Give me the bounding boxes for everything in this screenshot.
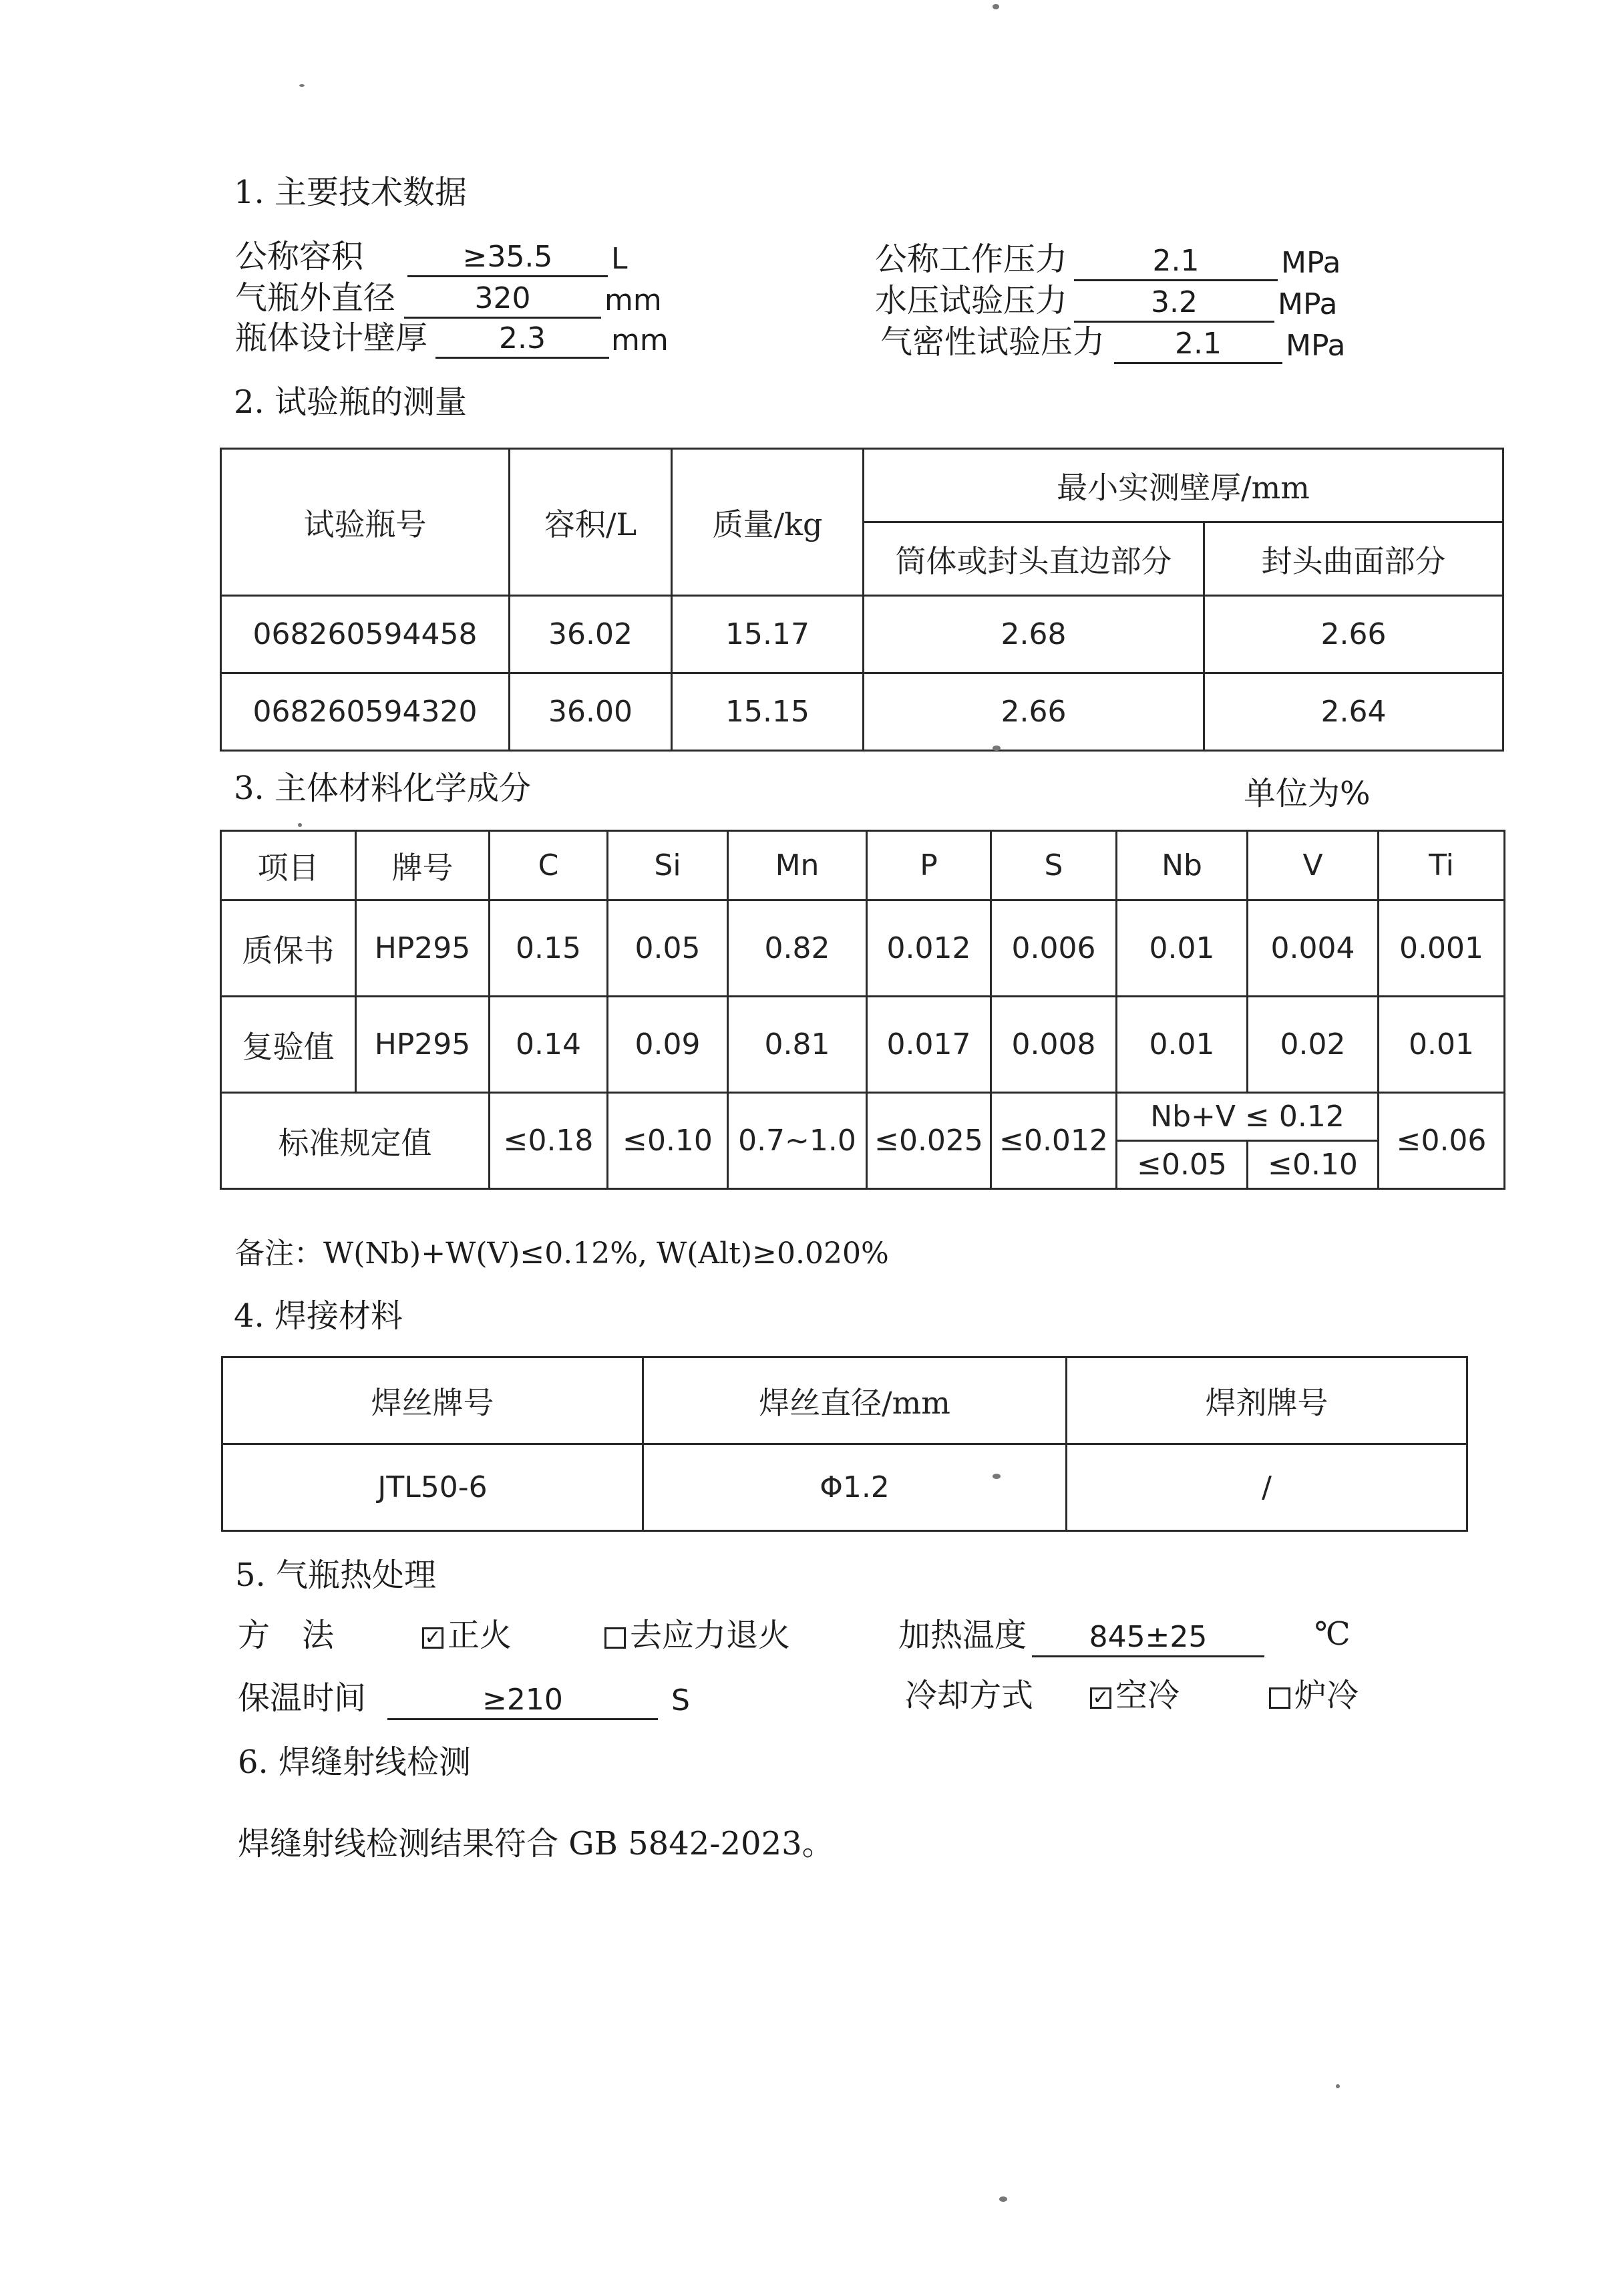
cell: 0.004 xyxy=(1248,900,1379,997)
scan-speck xyxy=(999,2196,1007,2202)
checkbox-checked-icon: ✓ xyxy=(1090,1687,1111,1709)
cell-volume: 36.00 xyxy=(510,673,672,751)
scan-speck xyxy=(993,746,1001,751)
heat-temp-label: 加热温度 xyxy=(898,1617,1027,1654)
col-mass: 质量/kg xyxy=(672,449,864,596)
spec-work-pressure-unit: MPa xyxy=(1281,246,1341,280)
cell: 质保书 xyxy=(221,900,356,997)
table-row xyxy=(221,673,1503,751)
hold-time-value: ≥210 xyxy=(387,1679,658,1720)
col-v: V xyxy=(1248,831,1379,900)
test-cylinder-table xyxy=(220,448,1504,752)
method-label: 方 法 xyxy=(238,1617,335,1654)
col-flux-grade: 焊剂牌号 xyxy=(1067,1357,1467,1444)
heat-temp-unit: ℃ xyxy=(1314,1615,1351,1653)
std-si: ≤0.10 xyxy=(608,1093,728,1189)
table-row xyxy=(221,900,1505,997)
cell: 复验值 xyxy=(221,997,356,1093)
section3-heading: 3. 主体材料化学成分 xyxy=(234,770,532,807)
std-nbv: Nb+V ≤ 0.12 xyxy=(1117,1093,1379,1141)
spec-airtight-pressure-label: 气密性试验压力 xyxy=(880,323,1105,361)
option-stress-relief-label: 去应力退火 xyxy=(630,1617,791,1654)
table-row xyxy=(221,596,1503,673)
cell: 0.008 xyxy=(991,997,1117,1093)
option-furnace-cool xyxy=(1269,1675,1359,1715)
checkbox-unchecked-icon xyxy=(1269,1687,1290,1709)
standard-row xyxy=(221,1093,1505,1141)
spec-hydro-pressure-value: 3.2 xyxy=(1074,282,1274,323)
col-si: Si xyxy=(608,831,728,900)
cell: 0.012 xyxy=(867,900,991,997)
std-mn: 0.7~1.0 xyxy=(728,1093,867,1189)
spec-work-pressure-value: 2.1 xyxy=(1074,240,1278,281)
col-s: S xyxy=(991,831,1117,900)
std-ti: ≤0.06 xyxy=(1379,1093,1505,1189)
spec-diameter-unit: mm xyxy=(604,283,662,317)
radiography-result: 焊缝射线检测结果符合 GB 5842-2023。 xyxy=(238,1825,834,1862)
scan-speck xyxy=(1336,2084,1340,2088)
cell: 0.001 xyxy=(1379,900,1505,997)
heat-temp-value: 845±25 xyxy=(1032,1617,1264,1657)
cell: 0.82 xyxy=(728,900,867,997)
col-c: C xyxy=(490,831,608,900)
spec-capacity-label: 公称容积 xyxy=(235,238,364,275)
section2-heading: 2. 试验瓶的测量 xyxy=(234,383,468,421)
cell: 0.15 xyxy=(490,900,608,997)
std-c: ≤0.18 xyxy=(490,1093,608,1189)
std-v: ≤0.10 xyxy=(1248,1141,1379,1189)
spec-wall-value: 2.3 xyxy=(435,318,609,359)
scan-speck xyxy=(298,823,302,827)
cell: 0.017 xyxy=(867,997,991,1093)
cell-no: 068260594320 xyxy=(221,673,510,751)
spec-work-pressure-label: 公称工作压力 xyxy=(875,240,1068,278)
cell-straight: 2.68 xyxy=(864,596,1204,673)
hold-time-unit: S xyxy=(671,1683,690,1717)
col-wire-diameter: 焊丝直径/mm xyxy=(643,1357,1067,1444)
scan-speck xyxy=(993,4,999,9)
option-normalize xyxy=(422,1615,512,1655)
col-grade: 牌号 xyxy=(356,831,490,900)
spec-airtight-pressure-unit: MPa xyxy=(1286,329,1346,363)
col-straight-part: 筒体或封头直边部分 xyxy=(864,522,1204,596)
cell-no: 068260594458 xyxy=(221,596,510,673)
option-air-cool xyxy=(1090,1675,1180,1715)
cell-volume: 36.02 xyxy=(510,596,672,673)
checkbox-unchecked-icon xyxy=(604,1627,626,1649)
cell: 0.05 xyxy=(608,900,728,997)
cell: 0.09 xyxy=(608,997,728,1093)
cell-wire-grade: JTL50-6 xyxy=(222,1444,643,1531)
col-wire-grade: 焊丝牌号 xyxy=(222,1357,643,1444)
cell: 0.01 xyxy=(1379,997,1505,1093)
std-label: 标准规定值 xyxy=(221,1093,490,1189)
chemical-composition-table xyxy=(220,830,1505,1190)
spec-diameter-label: 气瓶外直径 xyxy=(235,279,396,317)
cell-flux-grade: / xyxy=(1067,1444,1467,1531)
std-nb: ≤0.05 xyxy=(1117,1141,1248,1189)
spec-hydro-pressure-label: 水压试验压力 xyxy=(875,282,1068,319)
remark: 备注：W(Nb)+W(V)≤0.12%, W(Alt)≥0.020% xyxy=(235,1237,889,1271)
spec-airtight-pressure-value: 2.1 xyxy=(1114,323,1282,364)
unit-note: 单位为% xyxy=(1244,775,1371,812)
table-row xyxy=(222,1444,1467,1531)
col-curved-part: 封头曲面部分 xyxy=(1204,522,1503,596)
cell: 0.81 xyxy=(728,997,867,1093)
cell-mass: 15.17 xyxy=(672,596,864,673)
option-furnace-cool-label: 炉冷 xyxy=(1294,1677,1359,1714)
cell-curved: 2.66 xyxy=(1204,596,1503,673)
cell-straight: 2.66 xyxy=(864,673,1204,751)
option-normalize-label: 正火 xyxy=(448,1617,512,1654)
option-stress-relief xyxy=(604,1615,790,1655)
spec-wall-unit: mm xyxy=(611,323,669,357)
scan-speck xyxy=(993,1474,1001,1479)
spec-wall-label: 瓶体设计壁厚 xyxy=(235,319,428,357)
section5-heading: 5. 气瓶热处理 xyxy=(235,1556,437,1594)
cell: 0.006 xyxy=(991,900,1117,997)
cell: HP295 xyxy=(356,997,490,1093)
cell: 0.01 xyxy=(1117,997,1248,1093)
spec-capacity-unit: L xyxy=(611,242,628,276)
cell: 0.02 xyxy=(1248,997,1379,1093)
col-mn: Mn xyxy=(728,831,867,900)
col-nb: Nb xyxy=(1117,831,1248,900)
cell-mass: 15.15 xyxy=(672,673,864,751)
cooling-label: 冷却方式 xyxy=(905,1677,1034,1714)
cell: 0.14 xyxy=(490,997,608,1093)
cell: 0.01 xyxy=(1117,900,1248,997)
welding-material-table xyxy=(221,1356,1468,1532)
scan-speck xyxy=(299,84,305,87)
section1-heading: 1. 主要技术数据 xyxy=(234,174,468,211)
std-s: ≤0.012 xyxy=(991,1093,1117,1189)
col-item: 项目 xyxy=(221,831,356,900)
section6-heading: 6. 焊缝射线检测 xyxy=(238,1744,472,1781)
hold-time-label: 保温时间 xyxy=(238,1679,367,1717)
spec-hydro-pressure-unit: MPa xyxy=(1278,287,1338,321)
option-air-cool-label: 空冷 xyxy=(1115,1677,1180,1714)
col-volume: 容积/L xyxy=(510,449,672,596)
section4-heading: 4. 焊接材料 xyxy=(234,1297,403,1335)
col-ti: Ti xyxy=(1379,831,1505,900)
col-cylinder-no: 试验瓶号 xyxy=(221,449,510,596)
cell-wire-diameter: Φ1.2 xyxy=(643,1444,1067,1531)
col-p: P xyxy=(867,831,991,900)
spec-capacity-value: ≥35.5 xyxy=(407,236,608,277)
spec-diameter-value: 320 xyxy=(404,278,601,319)
cell: HP295 xyxy=(356,900,490,997)
checkbox-checked-icon: ✓ xyxy=(422,1627,443,1649)
cell-curved: 2.64 xyxy=(1204,673,1503,751)
col-min-wall: 最小实测壁厚/mm xyxy=(864,449,1503,522)
table-row xyxy=(221,997,1505,1093)
std-p: ≤0.025 xyxy=(867,1093,991,1189)
